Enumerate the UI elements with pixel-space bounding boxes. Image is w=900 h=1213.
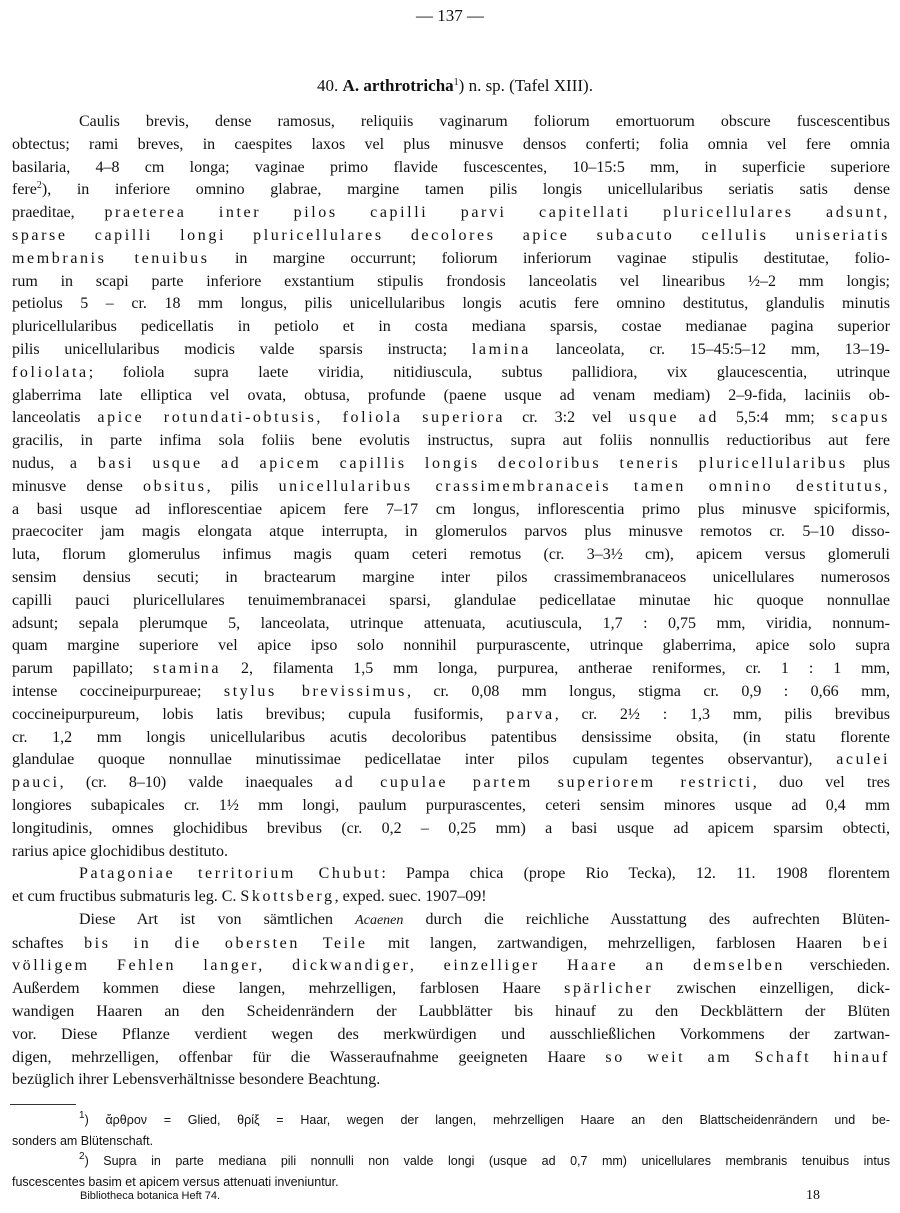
text-segment: petiolus 5 – cr. 18 mm longus, pilis unicellularibus longis acutis fere omnino destitutus, glandulis minutis — [12, 295, 890, 313]
text-segment: quam margine superiore vel apice ipso solo nonnihil purpurascente, utrinque glaberrima, apice solo supra — [12, 637, 890, 655]
spaced-emphasis: stamina — [153, 660, 222, 678]
text-line — [12, 430, 890, 453]
text-segment: glaberrima late elliptica vel ovata, obtusa, profunde (paene usque ad venam mediam) 2–9-fida, laciniis ob- — [12, 386, 890, 404]
text-line — [12, 134, 890, 157]
text-segment: verschieden. — [784, 957, 890, 975]
page-number: — 137 — — [416, 6, 484, 25]
text-line — [12, 933, 890, 956]
spaced-emphasis: bis in die obersten Teile — [84, 934, 368, 952]
footnote-ref: 1 — [79, 1110, 85, 1121]
text-line — [12, 407, 890, 430]
text-line — [12, 1047, 890, 1070]
text-segment: 2, filamenta 1,5 mm longa, purpurea, antherae reniformes, cr. 1 : 1 mm, — [221, 660, 890, 678]
text-segment: minusve dense — [12, 477, 144, 495]
text-line — [12, 749, 890, 772]
text-segment: sonders am Blütenschaft. — [12, 1133, 154, 1148]
text-line — [12, 909, 890, 933]
spaced-emphasis: Skottsberg — [240, 888, 335, 906]
text-segment: plus — [847, 454, 891, 472]
text-segment: praecociter jam magis elongata atque interrupta, in glomerulos parvos plus minusve remotos cr. 5–10 disso- — [12, 523, 890, 541]
text-line — [12, 248, 890, 271]
text-line — [12, 453, 890, 476]
text-line — [12, 955, 890, 978]
text-line — [12, 544, 890, 567]
text-line — [12, 772, 890, 795]
spaced-emphasis: foliolata — [12, 363, 89, 381]
text-segment: : Pampa chica (prope Rio Tecka), 12. 11. 1908 florentem — [381, 865, 890, 883]
spaced-emphasis: membranis tenuibus — [12, 249, 210, 267]
text-segment: fere — [12, 181, 37, 199]
species-number: 40. — [317, 76, 339, 95]
text-segment: fuscescentes basim et apicem versus attenuati inveniuntur. — [12, 1174, 339, 1189]
text-segment: , exped. suec. 1907–09! — [334, 888, 487, 906]
spaced-emphasis: scapus — [831, 409, 891, 427]
spaced-emphasis: Patagoniae territorium Chubut — [79, 865, 382, 883]
text-segment: longitudinis, omnes glochidibus brevibus (cr. 0,2 – 0,25 mm) a basi usque ad apicem sparsim obtecti, — [12, 819, 890, 837]
text-segment: cr. 1,2 mm longis unicellularibus acutis decoloribus patentibus densissime obsita, (in statu florente — [12, 728, 890, 746]
series-title: Bibliotheca botanica Heft 74. — [80, 1190, 221, 1202]
text-segment: schaftes — [12, 934, 85, 952]
text-segment: capilli pauci pluricellulares tenuimembranacei sparsi, glandulae pedicellatae minutae hic quoque nonnullae — [12, 591, 890, 609]
text-line — [12, 111, 890, 134]
text-segment: lanceolatis — [12, 409, 98, 427]
text-segment: et cum fructibus submaturis leg. C. — [12, 888, 241, 906]
spaced-emphasis: unicellularibus crassimembranaceis tamen omnino destitutus, — [278, 477, 890, 495]
spaced-emphasis: sparse capilli longi pluricellulares decolores apice subacuto cellulis uniseriatis — [12, 226, 890, 244]
text-segment: ), in inferiore omnino glabrae, margine tamen pilis longis unicellularibus seriatis satis dense — [41, 181, 890, 199]
text-line — [12, 499, 890, 522]
text-segment: , cr. 0,08 mm longus, stigma cr. 0,9 : 0,66 mm, — [406, 682, 890, 700]
text-segment: luta, florum glomerulus infimus magis quam ceteri remotus (cr. 3–3½ cm), apicem versus glomeruli — [12, 546, 890, 564]
spaced-emphasis: stylus brevissimus — [223, 682, 407, 700]
footnote-paragraph — [12, 1151, 890, 1192]
text-segment: longiores subapicales cr. 1½ mm longi, paulum purpurascentes, ceteri sensim minores usque ad 0,4 mm — [12, 796, 890, 814]
text-segment: pluricellularibus pedicellatis in petiolo et in costa mediana sparsis, costae medianae pagina superior — [12, 318, 890, 336]
text-line — [12, 202, 890, 225]
text-segment: vor. Diese Pflanze verdient wegen des merkwürdigen und ausschließlichen Vorkommens der zartwan- — [12, 1025, 890, 1043]
text-line — [12, 179, 890, 202]
text-segment: , (cr. 8–10) valde inaequales — [59, 774, 336, 792]
text-segment: wandigen Haaren an den Scheidenrändern der Laubblätter bis hinauf zu den Deckblättern der Blüten — [12, 1003, 890, 1021]
text-line — [12, 681, 890, 704]
text-segment: basilaria, 4–8 cm longa; vaginae primo flavide fuscescentes, 10–15:5 mm, in superficie superiore — [12, 158, 890, 176]
text-segment: , cr. 2½ : 1,3 mm, pilis brevibus — [554, 705, 891, 723]
text-line — [12, 567, 890, 590]
spaced-emphasis: obsitus — [143, 477, 207, 495]
text-line — [12, 521, 890, 544]
text-line — [12, 613, 890, 636]
text-line — [12, 978, 890, 1001]
body-paragraph — [12, 111, 890, 863]
description-body — [12, 111, 890, 1092]
text-segment: Außerdem kommen diese langen, mehrzelligen, farblosen Haare — [12, 980, 565, 998]
text-segment: Caulis brevis, dense ramosus, reliquiis vaginarum foliorum emortuorum obscure fuscescentibus — [79, 113, 890, 130]
text-line — [12, 590, 890, 613]
text-line — [12, 1069, 890, 1092]
text-segment: Diese Art ist von sämtlichen — [79, 910, 356, 928]
text-segment: lanceolata, cr. 15–45:5–12 mm, 13–19- — [530, 340, 890, 358]
text-segment: ; foliola supra laete viridia, nitidiuscula, subtus pallidiora, vix glaucescentia, utrinque — [88, 363, 890, 381]
text-line — [12, 727, 890, 750]
spaced-emphasis: so weit am Schaft hinauf — [605, 1048, 890, 1066]
text-segment: cr. 3:2 vel — [505, 409, 629, 427]
text-line — [12, 271, 890, 294]
spaced-emphasis: pauci — [12, 774, 60, 792]
text-line — [12, 841, 890, 864]
text-segment: pilis unicellularibus modicis valde sparsis instructa; — [12, 340, 472, 358]
text-segment: obtectus; rami breves, in caespites laxos vel plus minusve densos conferti; folia omnia vel fere omnia — [12, 135, 890, 153]
text-segment: ) Supra in parte mediana pili nonnulli non valde longi (usque ad 0,7 mm) unicellulares membranis tenuibus intus — [84, 1154, 890, 1168]
text-line — [12, 704, 890, 727]
spaced-emphasis: ad cupulae partem superiorem restricti — [335, 774, 753, 792]
signature-mark: 18 — [806, 1188, 820, 1203]
spaced-emphasis: bei — [862, 934, 890, 952]
spaced-emphasis: usque ad — [628, 409, 719, 427]
text-segment: sensim densius secuti; in bractearum margine inter pilos crassimembranaceos unicellulares numerosos — [12, 568, 890, 586]
text-segment: digen, mehrzelligen, offenbar für die Wasseraufnahme geeigneten Haare — [12, 1048, 606, 1066]
text-line — [12, 362, 890, 385]
text-line — [12, 1110, 890, 1131]
text-line — [12, 385, 890, 408]
text-line — [12, 157, 890, 180]
spaced-emphasis: praeterea inter pilos capilli parvi capitellati pluricellulares adsunt, — [104, 204, 890, 222]
body-paragraph — [12, 909, 890, 1092]
footnote-divider — [10, 1104, 76, 1105]
spaced-emphasis: apice rotundati-obtusis, foliola superiora — [97, 409, 506, 427]
text-segment: durch die reichliche Ausstattung des aufrechten Blüten- — [403, 910, 891, 928]
spaced-emphasis: völligem Fehlen langer, dickwandiger, einzelliger Haare an demselben — [12, 957, 785, 975]
text-line — [12, 886, 890, 909]
text-line — [12, 1131, 890, 1152]
text-line — [12, 635, 890, 658]
text-line — [12, 316, 890, 339]
species-heading — [0, 76, 900, 96]
footnote-paragraph — [12, 1110, 890, 1151]
footnote-ref: 1 — [453, 77, 459, 88]
text-line — [12, 1024, 890, 1047]
text-line — [12, 339, 890, 362]
text-segment: zwischen einzelligen, dick- — [653, 980, 891, 998]
text-line — [12, 658, 890, 681]
text-segment: gracilis, in parte infima sola foliis bene evolutis instructus, supra aut foliis nonnullis reductioribus aut fere — [12, 432, 890, 450]
spaced-emphasis: parva — [506, 705, 555, 723]
text-segment: 5,5:4 mm; — [718, 409, 832, 427]
spaced-emphasis: spärlicher — [564, 980, 654, 998]
spaced-emphasis: a basi usque ad apicem capillis longis decoloribus teneris pluricellularibus — [69, 454, 848, 472]
text-segment: nudus, — [12, 454, 70, 472]
footnote-ref: 2 — [36, 180, 42, 192]
text-segment: glandulae quoque nonnullae minutissimae pedicellatae inter pilos cupulam tegentes observantur), — [12, 751, 837, 769]
text-segment: in margine occurrunt; foliorum inferiorum vaginae stipulis destitutae, folio- — [209, 249, 890, 267]
text-line — [12, 293, 890, 316]
text-segment: a basi usque ad inflorescentiae apicem fere 7–17 cm longus, inflorescentia primo plus minusve spiciformis, — [12, 500, 890, 518]
footnote-ref: 2 — [79, 1151, 85, 1162]
text-segment: adsunt; sepala plerumque 5, lanceolata, utrinque attenuata, acutiuscula, 1,7 : 0,75 mm, viridia, nonnum- — [12, 614, 890, 632]
text-line — [12, 1001, 890, 1024]
text-segment: rum in scapi parte inferiore exstantium stipulis frondosis lanceolatis vel linearibus ½–2 mm longis; — [12, 272, 890, 290]
body-paragraph — [12, 863, 890, 909]
text-segment: parum papillato; — [12, 660, 154, 678]
page-footer — [80, 1190, 820, 1202]
text-line — [12, 818, 890, 841]
spaced-emphasis: aculei — [836, 751, 890, 769]
text-line — [12, 225, 890, 248]
text-segment: bezüglich ihrer Lebensverhältnisse besondere Beachtung. — [12, 1071, 381, 1089]
spaced-emphasis: lamina — [471, 340, 531, 358]
text-line — [12, 863, 890, 886]
text-segment: ) ἄρθρον = Glied, θρίξ = Haar, wegen der langen, mehrzelligen Haare an den Blattscheidenrändern und be- — [84, 1113, 890, 1127]
text-line — [12, 476, 890, 499]
text-segment: , pilis — [206, 477, 279, 495]
species-annotation: ) n. sp. (Tafel XIII). — [458, 76, 593, 95]
species-name: A. arthrotricha — [342, 76, 454, 95]
text-segment: praeditae, — [12, 204, 105, 222]
text-segment: coccineipurpureum, lobis latis brevibus; cupula fusiformis, — [12, 705, 507, 723]
text-segment: mit langen, zartwandigen, mehrzelligen, farblosen Haaren — [367, 934, 863, 952]
text-line — [12, 1172, 890, 1193]
text-segment: rarius apice glochidibus destituto. — [12, 842, 228, 860]
italic-emphasis: Acaenen — [355, 912, 404, 928]
text-segment: intense coccineipurpureae; — [12, 682, 224, 700]
text-line — [12, 1151, 890, 1172]
text-segment: , duo vel tres — [752, 774, 890, 792]
text-line — [12, 795, 890, 818]
footnotes — [12, 1110, 890, 1192]
